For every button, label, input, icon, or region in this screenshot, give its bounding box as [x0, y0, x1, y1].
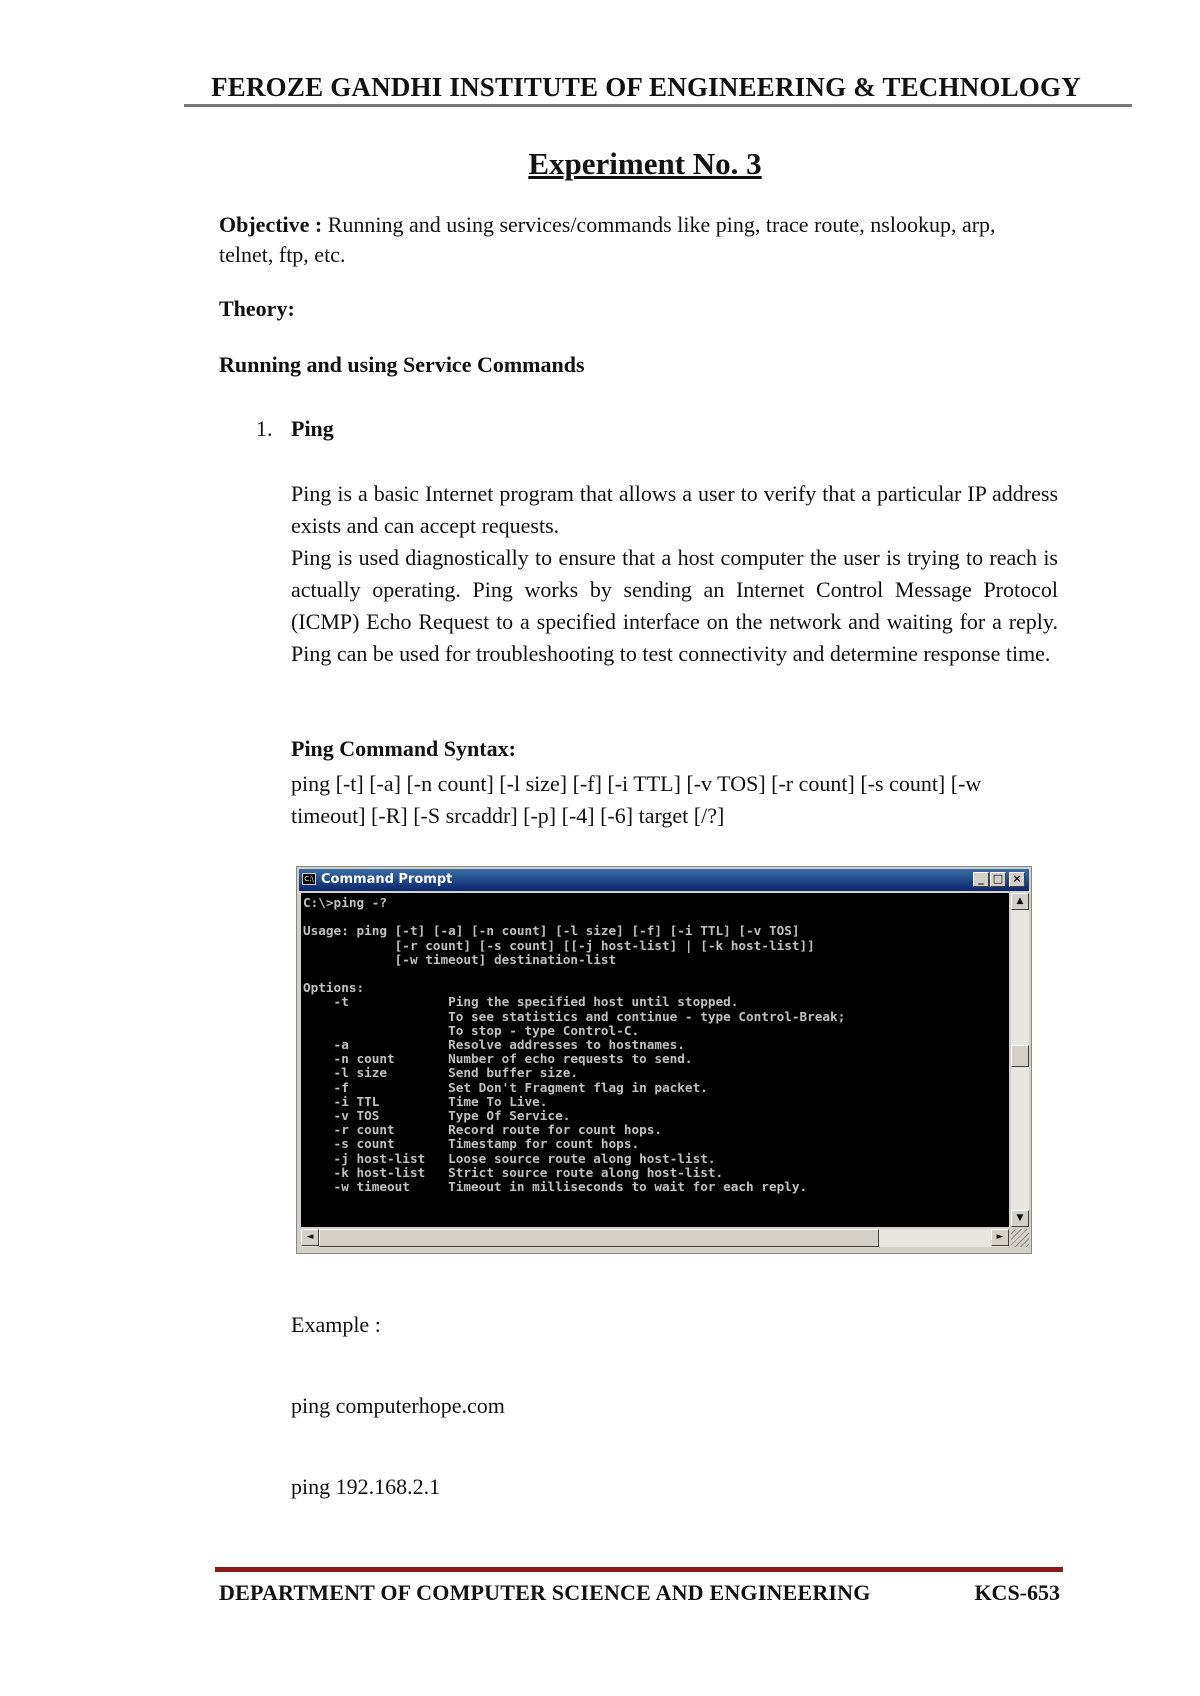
window-titlebar[interactable]	[299, 869, 1029, 891]
scroll-right-icon[interactable]: ►	[991, 1229, 1009, 1246]
syntax-heading: Ping Command Syntax:	[291, 736, 516, 761]
minimize-button[interactable]: _	[973, 872, 989, 887]
header-institute: FEROZE GANDHI INSTITUTE OF ENGINEERING & TECHNOLOGY	[211, 72, 1081, 102]
close-button[interactable]: ×	[1009, 872, 1025, 887]
console-output: C:\>ping -? Usage: ping [-t] [-a] [-n count] [-l size] [-f] [-i TTL] [-v TOS] [-r count] [-s count] [[-j host-list] | [-k host-list]] [-w timeout] destination-list Options: -t Ping the specified host until stopped. To see statistics and continue - type Control-Break; To stop - type Control-C. -a Resolve addresses to hostnames. -n count Number of echo requests to send. -l size Send buffer size. -f Set Don't Fragment flag in packet. -i TTL Time To Live. -v TOS Type Of Service. -r count Record route for count hops. -s count Timestamp for count hops. -j host-list Loose source route along host-list. -k host-list Strict source route along host-list. -w timeout Timeout in milliseconds to wait for each reply.	[303, 895, 846, 1195]
footer-department: DEPARTMENT OF COMPUTER SCIENCE AND ENGINEERING	[219, 1580, 871, 1605]
theory-heading: Theory:	[219, 296, 295, 321]
vertical-scrollbar[interactable]	[1011, 893, 1029, 1227]
header-rule	[184, 104, 1132, 107]
footer-rule	[215, 1567, 1063, 1572]
ping-paragraph-1: Ping is a basic Internet program that allows a user to verify that a particular IP address exists and can accept requests.	[291, 481, 1058, 538]
scroll-up-icon[interactable]: ▲	[1011, 893, 1029, 910]
footer-course-code: KCS-653	[974, 1580, 1060, 1605]
item-number: 1.	[256, 416, 273, 441]
objective	[219, 210, 1039, 270]
command-prompt-window	[296, 866, 1032, 1254]
horizontal-scroll-thumb[interactable]	[319, 1229, 879, 1247]
console-area[interactable]	[301, 893, 1009, 1227]
experiment-title: Experiment No. 3	[528, 146, 762, 181]
window-title: Command Prompt	[321, 872, 453, 887]
example-command-1: ping computerhope.com	[291, 1393, 505, 1418]
horizontal-scrollbar[interactable]	[301, 1229, 1009, 1247]
cmd-app-icon: C:\	[302, 873, 316, 885]
vertical-scroll-thumb[interactable]	[1011, 1045, 1029, 1067]
example-label: Example :	[291, 1312, 381, 1337]
resize-grip-icon[interactable]	[1011, 1229, 1029, 1247]
objective-text: Running and using services/commands like ping, trace route, nslookup, arp, telnet, ftp, etc.	[219, 212, 996, 267]
ping-paragraph-2: Ping is used diagnostically to ensure that a host computer the user is trying to reach is actually operating. Ping works by sending an Internet Control Message Protocol (ICMP) Echo Request to a specified interface on the network and waiting for a reply. Ping can be used for troubleshooting to test connectivity and determine response time.	[291, 545, 1058, 666]
scroll-down-icon[interactable]: ▼	[1011, 1210, 1029, 1227]
section-heading: Running and using Service Commands	[219, 352, 585, 377]
maximize-button[interactable]: □	[990, 872, 1006, 887]
objective-label: Objective :	[219, 212, 323, 237]
scroll-left-icon[interactable]: ◄	[301, 1229, 319, 1246]
item-title: Ping	[291, 416, 334, 441]
example-command-2: ping 192.168.2.1	[291, 1474, 441, 1499]
syntax-text: ping [-t] [-a] [-n count] [-l size] [-f] [-i TTL] [-v TOS] [-r count] [-s count] [-w timeout] [-R] [-S srcaddr] [-p] [-4] [-6] target [/?]	[291, 771, 982, 828]
